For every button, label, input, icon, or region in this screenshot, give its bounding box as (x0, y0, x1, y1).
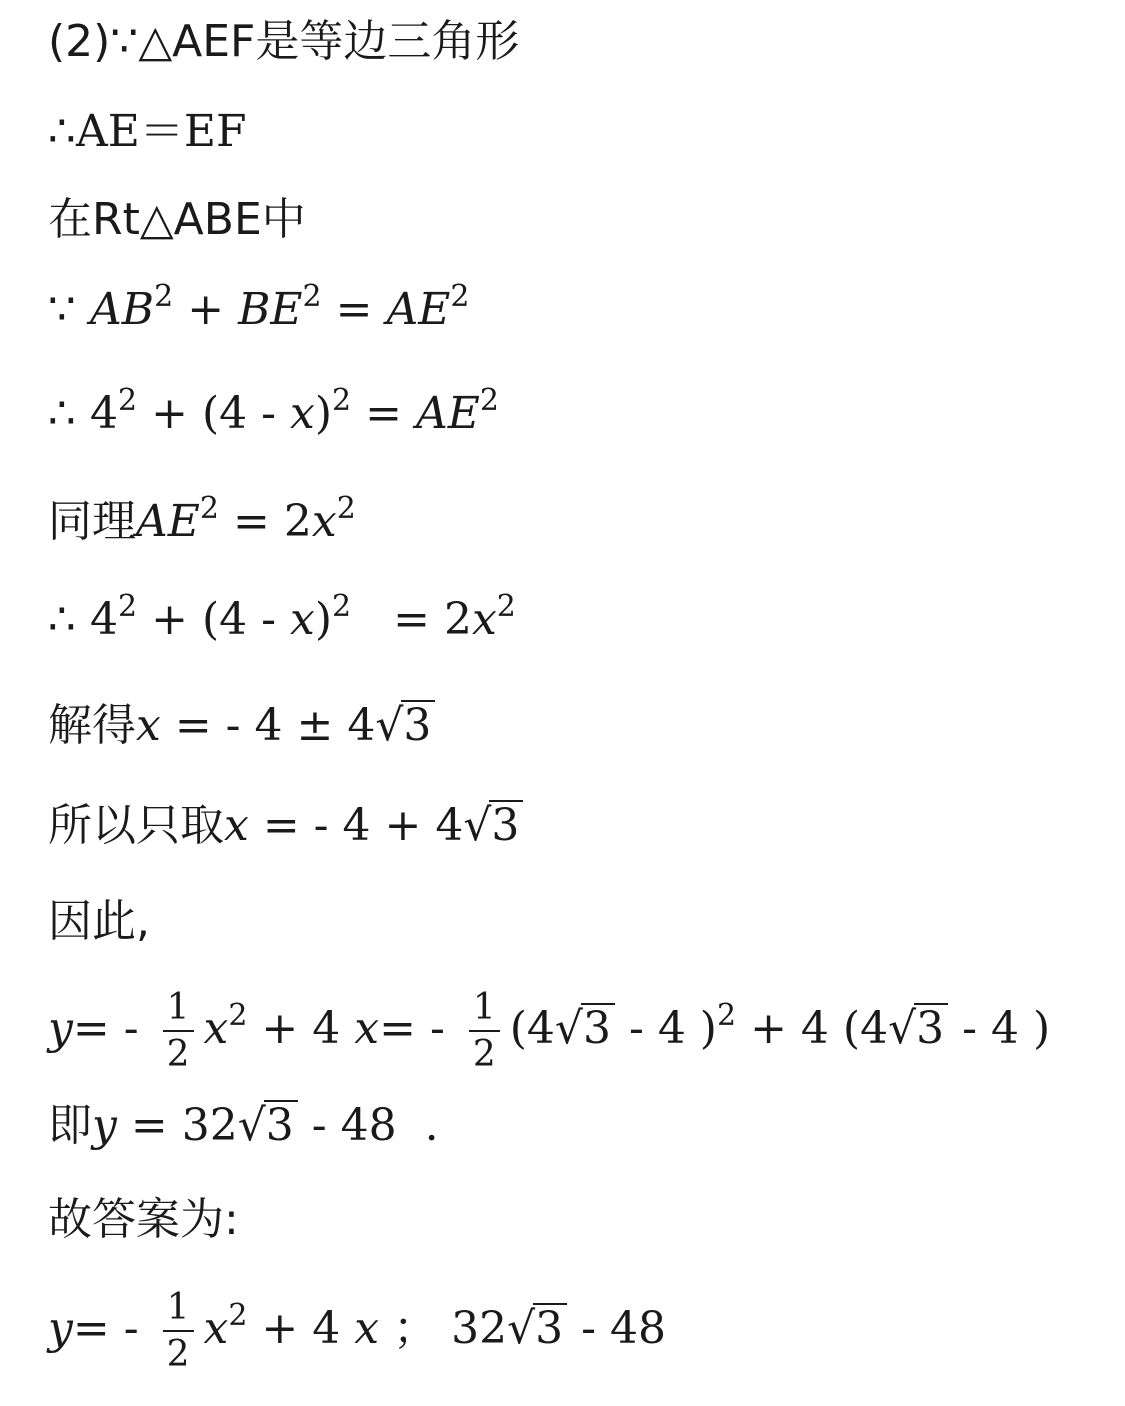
minus-term: - 48 (311, 1100, 397, 1151)
equation-ae-ef: AE＝EF (76, 106, 247, 157)
numerator: 1 (163, 1285, 194, 1332)
number: 2 (283, 496, 312, 547)
solution-line-13 (48, 1194, 239, 1245)
equals-minus: = - (72, 1303, 139, 1354)
exponent: 2 (336, 491, 356, 526)
var-ae: AE (415, 388, 480, 439)
solution-expression: = - 4 ± 4 (174, 700, 376, 751)
plus-term: + 4 (261, 1303, 341, 1354)
exponent: 2 (450, 279, 470, 314)
numerator: 1 (163, 985, 194, 1032)
var-be: BE (238, 284, 303, 335)
fraction-one-half (469, 985, 500, 1077)
plus-sign: + (151, 594, 188, 645)
exponent: 2 (479, 383, 499, 418)
exponent: 2 (496, 589, 516, 624)
var-x: x (354, 1003, 380, 1054)
radicand: 3 (533, 1303, 567, 1351)
statement-right-triangle: 在Rt△ABE中 (48, 194, 306, 245)
var-x: x (311, 496, 337, 547)
solution-line-2 (48, 106, 247, 157)
prefix-only-take: 所以只取 (48, 800, 224, 851)
square-root: √3 (888, 1003, 948, 1051)
exponent: 2 (154, 279, 174, 314)
prefix-namely: 即 (48, 1100, 92, 1151)
radicand: 3 (489, 800, 523, 848)
equals-sign: = (393, 594, 430, 645)
solution-line-12 (48, 1100, 439, 1151)
answer-value: 32 (451, 1303, 508, 1354)
solution-line-14 (48, 1285, 666, 1377)
var-x: x (471, 594, 497, 645)
radicand: 3 (401, 700, 435, 748)
var-x: x (224, 800, 249, 851)
number: 4 (90, 594, 118, 645)
var-ae: AE (136, 496, 200, 547)
square-root: √3 (375, 700, 435, 748)
minus-term: - 48 (581, 1303, 666, 1354)
exponent: 2 (716, 998, 737, 1033)
therefore-symbol: ∴ (48, 594, 76, 645)
statement-answer: 故答案为: (48, 1194, 239, 1245)
exponent: 2 (228, 998, 248, 1033)
fraction-one-half (163, 1285, 194, 1377)
plus-sign: + (151, 388, 188, 439)
var-ae: AE (386, 284, 451, 335)
denominator: 2 (472, 1034, 496, 1075)
exponent: 2 (302, 279, 322, 314)
radicand: 3 (581, 1003, 615, 1051)
var-x: x (203, 1303, 229, 1354)
paren-open: (4 (509, 1003, 555, 1054)
var-x: x (354, 1303, 380, 1354)
denominator: 2 (166, 1034, 190, 1075)
var-x: x (203, 1003, 229, 1054)
exponent: 2 (228, 1298, 248, 1333)
exponent: 2 (199, 491, 219, 526)
period: . (424, 1100, 439, 1151)
numerator: 1 (469, 985, 500, 1032)
solution-line-6 (48, 491, 356, 547)
statement-therefore: 因此, (48, 896, 150, 947)
plus-term: + 4 (261, 1003, 341, 1054)
plus-term: + 4 (4 (750, 1003, 889, 1054)
var-y: y (48, 1303, 73, 1354)
radicand: 3 (264, 1100, 298, 1148)
equals-sign: = (335, 284, 373, 335)
exponent: 2 (118, 589, 138, 624)
exponent: 2 (331, 589, 352, 624)
var-ab: AB (90, 284, 155, 335)
solution-line-4 (48, 279, 470, 335)
separator: ； (393, 1303, 438, 1354)
prefix-solve: 解得 (48, 700, 136, 751)
number: 4 (90, 388, 118, 439)
solution-line-3 (48, 194, 306, 245)
fraction-one-half (163, 985, 194, 1077)
equals-sign: = (233, 496, 270, 547)
solution-line-11 (48, 985, 1050, 1077)
solution-line-10 (48, 896, 150, 947)
exponent: 2 (118, 383, 138, 418)
solution-line-1 (48, 16, 520, 67)
var-y: y (48, 1003, 73, 1054)
square-root: √3 (555, 1003, 615, 1051)
solution-line-8 (48, 700, 435, 751)
equals-minus: = - (379, 1003, 445, 1054)
var-x: x (136, 700, 161, 751)
because-symbol: ∵ (48, 284, 76, 335)
therefore-symbol: ∴ (48, 106, 76, 157)
equals-sign: = (365, 388, 402, 439)
radicand: 3 (914, 1003, 948, 1051)
therefore-symbol: ∴ (48, 388, 76, 439)
square-root: √3 (238, 1100, 298, 1148)
prefix-similarly: 同理 (48, 496, 136, 547)
denominator: 2 (166, 1334, 190, 1375)
paren-open: (4 - (201, 594, 276, 645)
solution-line-5 (48, 383, 499, 439)
number: 2 (443, 594, 472, 645)
var-x: x (289, 388, 315, 439)
square-root: √3 (507, 1303, 567, 1351)
paren-open: (4 - (201, 388, 276, 439)
statement-equilateral: (2)∵△AEF是等边三角形 (48, 16, 520, 67)
var-y: y (92, 1100, 117, 1151)
paren-close: ) (314, 388, 332, 439)
solution-line-9 (48, 800, 523, 851)
solution-expression: = - 4 + 4 (262, 800, 464, 851)
paren-close: - 4 ) (962, 1003, 1051, 1054)
exponent: 2 (331, 383, 352, 418)
solution-line-7 (48, 589, 516, 645)
equals-value: = 32 (130, 1100, 238, 1151)
paren-close: ) (314, 594, 332, 645)
var-x: x (289, 594, 315, 645)
plus-sign: + (187, 284, 225, 335)
square-root: √3 (463, 800, 523, 848)
paren-close: - 4 ) (628, 1003, 717, 1054)
equals-minus: = - (72, 1003, 139, 1054)
